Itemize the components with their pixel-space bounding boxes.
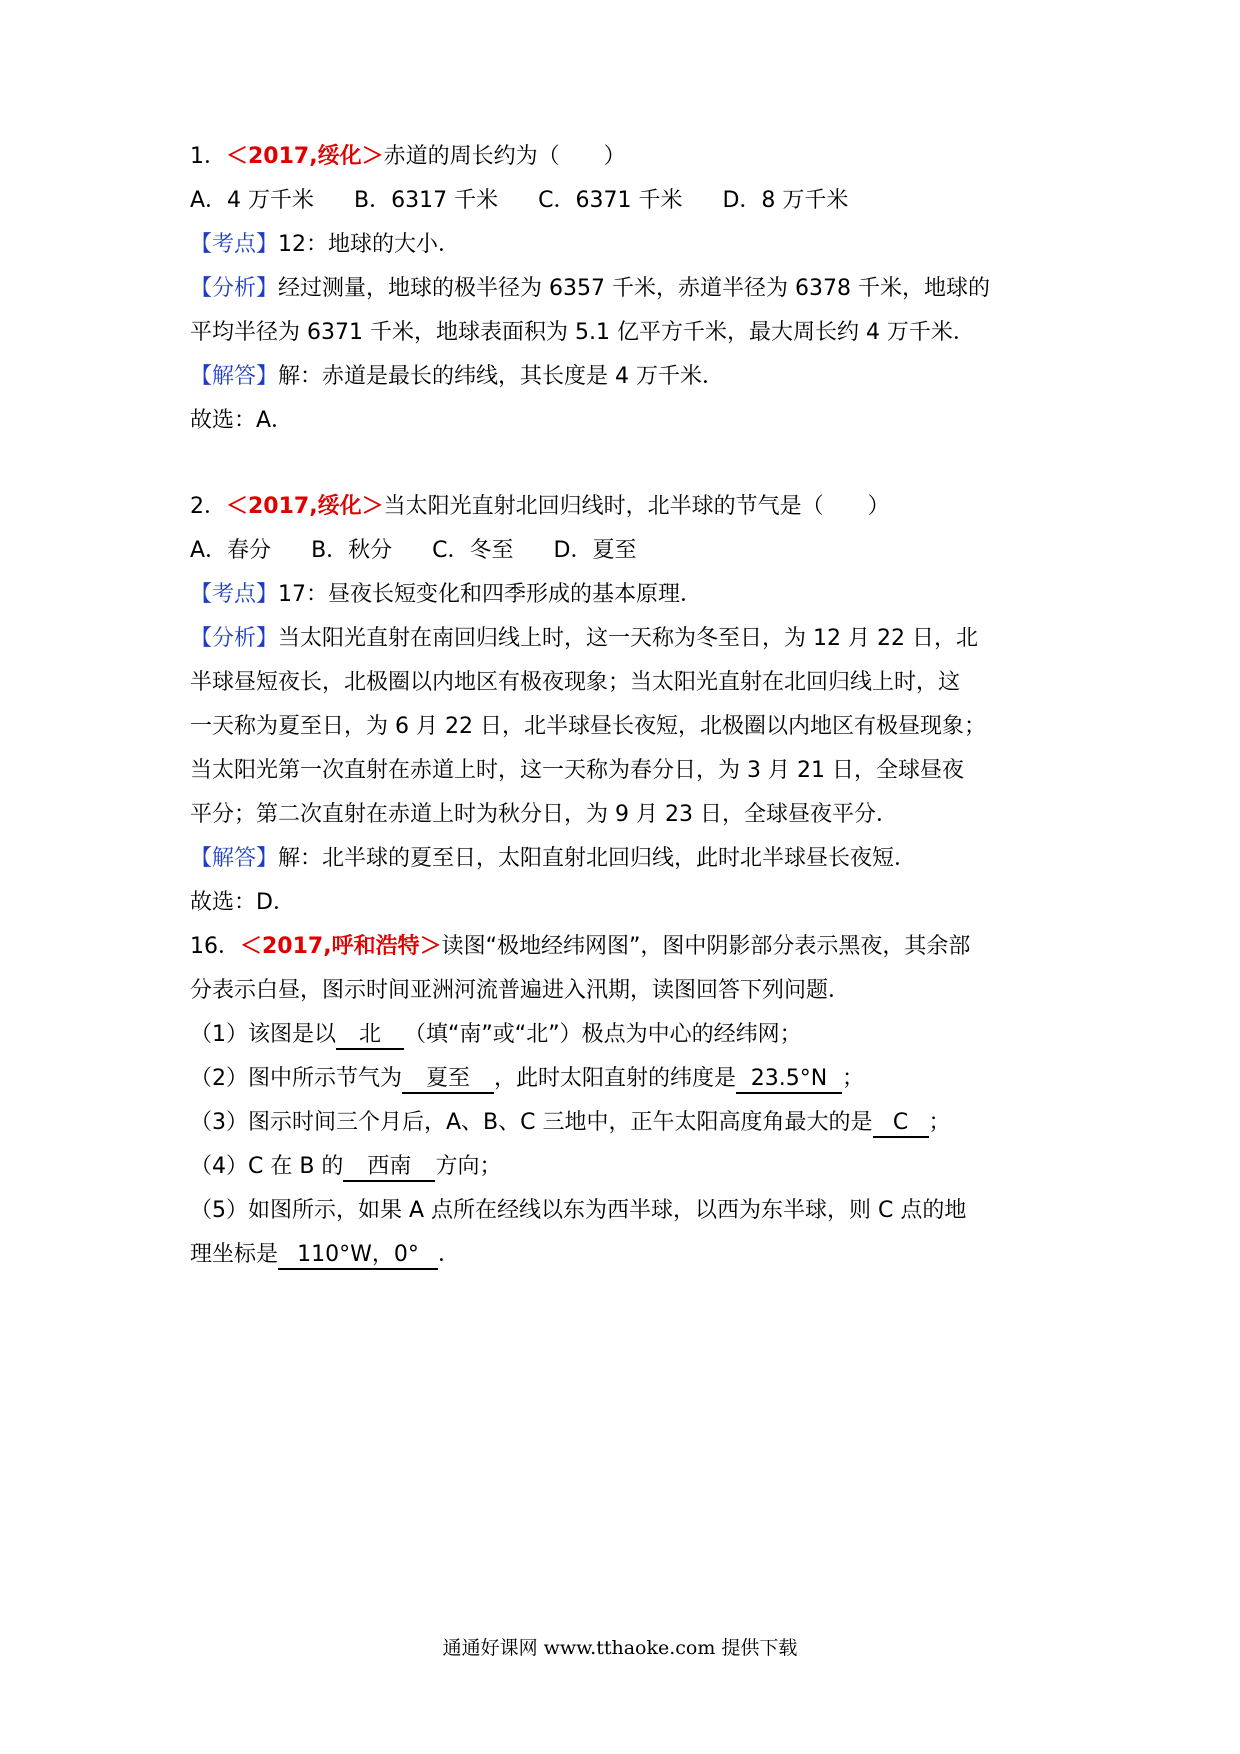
q1-fenxi-tag: 【分析】 — [190, 276, 279, 301]
q1-answer: 故选：A． — [190, 408, 294, 433]
q16-sub-4-answer-blank: 西南 — [343, 1154, 435, 1182]
q2-jieda-tag: 【解答】 — [190, 846, 279, 871]
q2-fenxi-line-3: 一天称为夏至日，为 6 月 22 日，北半球昼长夜短，北极圈以内地区有极昼现象； — [190, 714, 986, 739]
q2-fenxi-tag: 【分析】 — [190, 626, 279, 651]
q1-source: ＜2017,绥化＞ — [226, 144, 384, 169]
q1-fenxi-text-1: 经过测量，地球的极半径为 6357 千米，赤道半径为 6378 千米，地球的 — [278, 276, 990, 301]
q16-stem — [190, 932, 1060, 962]
q1-fenxi-line-2: 平均半径为 6371 千米，地球表面积为 5.1 亿平方千米，最大周长约 4 万千米． — [190, 320, 975, 345]
q2-fenxi-line-4: 当太阳光第一次直射在赤道上时，这一天称为春分日，为 3 月 21 日，全球昼夜 — [190, 758, 964, 783]
q16-sub-3 — [190, 1108, 1060, 1138]
q1-stem — [190, 142, 1060, 172]
q16-sub-2-pre: （2）图中所示节气为 — [190, 1066, 402, 1091]
q2-choice-c: C．冬至 — [432, 538, 514, 563]
q2-choices — [190, 536, 1060, 566]
q2-source: ＜2017,绥化＞ — [226, 494, 384, 519]
q2-number: 2． — [190, 494, 226, 519]
q2-answer: 故选：D． — [190, 890, 295, 915]
q1-choices — [190, 186, 1060, 216]
q1-kaodian — [190, 230, 1060, 260]
q1-kaodian-tag: 【考点】 — [190, 232, 279, 257]
q16-sub-2-post: ； — [842, 1066, 865, 1091]
q16-sub-3-answer-blank: C — [873, 1110, 929, 1138]
q16-sub-5: （5）如图所示，如果 A 点所在经线以东为西半球，以西为东半球，则 C 点的地 — [190, 1198, 967, 1223]
q16-sub-4-post: 方向； — [435, 1154, 502, 1179]
q1-fenxi — [190, 274, 1060, 304]
q2-choice-d: D．夏至 — [553, 538, 637, 563]
q16-sub-2 — [190, 1064, 1060, 1094]
q2-choice-a: A．春分 — [190, 538, 272, 563]
q1-number: 1． — [190, 144, 226, 169]
q16-number: 16． — [190, 934, 240, 959]
q2-kaodian — [190, 580, 1060, 610]
q2-fenxi — [190, 624, 1060, 654]
q16-sub-3-pre: （3）图示时间三个月后，A、B、C 三地中，正午太阳高度角最大的是 — [190, 1110, 873, 1135]
q2-fenxi-line-2: 半球昼短夜长，北极圈以内地区有极夜现象；当太阳光直射在北回归线上时，这 — [190, 670, 961, 695]
q2-jieda — [190, 844, 1060, 874]
q16-sub-1 — [190, 1020, 1060, 1050]
q16-sub-5-pre: 理坐标是 — [190, 1242, 279, 1267]
q16-sub-5-answer-blank: 110°W，0° — [278, 1242, 438, 1270]
q16-sub-3-post: ； — [928, 1110, 951, 1135]
q1-jieda-tag: 【解答】 — [190, 364, 279, 389]
q16-stem-text-1: 读图“极地经纬网图”，图中阴影部分表示黑夜，其余部 — [441, 934, 971, 959]
q16-sub-4 — [190, 1152, 1060, 1182]
q2-stem — [190, 492, 1060, 522]
q16-sub-1-pre: （1）该图是以 — [190, 1022, 336, 1047]
q1-jieda — [190, 362, 1060, 392]
q2-kaodian-tag: 【考点】 — [190, 582, 279, 607]
q2-stem-text: 当太阳光直射北回归线时，北半球的节气是（ ） — [383, 494, 890, 519]
q16-source: ＜2017,呼和浩特＞ — [240, 934, 442, 959]
q1-jieda-text: 解：赤道是最长的纬线，其长度是 4 万千米． — [278, 364, 725, 389]
q16-sub-2-mid: ，此时太阳直射的纬度是 — [494, 1066, 737, 1091]
q16-sub-5-post: ． — [438, 1242, 461, 1267]
q16-sub-4-pre: （4）C 在 B 的 — [190, 1154, 344, 1179]
q2-kaodian-text: 17：昼夜长短变化和四季形成的基本原理． — [278, 582, 703, 607]
q2-fenxi-text-1: 当太阳光直射在南回归线上时，这一天称为冬至日，为 12 月 22 日，北 — [278, 626, 978, 651]
page-footer: 通通好课网 www.tthaoke.com 提供下载 — [442, 1637, 798, 1659]
q2-choice-b: B．秋分 — [311, 538, 393, 563]
q16-sub-2-answer-blank-1: 夏至 — [402, 1066, 494, 1094]
q1-choice-c: C．6371 千米 — [538, 188, 683, 213]
q1-choice-b: B．6317 千米 — [354, 188, 499, 213]
q2-jieda-text: 解：北半球的夏至日，太阳直射北回归线，此时北半球昼长夜短． — [278, 846, 917, 871]
q1-choice-a: A．4 万千米 — [190, 188, 315, 213]
q1-kaodian-text: 12：地球的大小． — [278, 232, 461, 257]
q2-fenxi-line-5: 平分；第二次直射在赤道上时为秋分日，为 9 月 23 日，全球昼夜平分． — [190, 802, 898, 827]
q1-choice-d: D．8 万千米 — [722, 188, 849, 213]
q16-sub-2-answer-blank-2: 23.5°N — [736, 1066, 842, 1094]
q16-sub-1-answer-blank: 北 — [336, 1022, 404, 1050]
q16-sub-1-post: （填“南”或“北”）极点为中心的经纬网； — [404, 1022, 802, 1047]
q16-stem-line-2: 分表示白昼，图示时间亚洲河流普遍进入汛期，读图回答下列问题． — [190, 978, 851, 1003]
q16-sub-5-line-2 — [190, 1240, 1060, 1270]
q1-stem-text: 赤道的周长约为（ ） — [383, 144, 626, 169]
